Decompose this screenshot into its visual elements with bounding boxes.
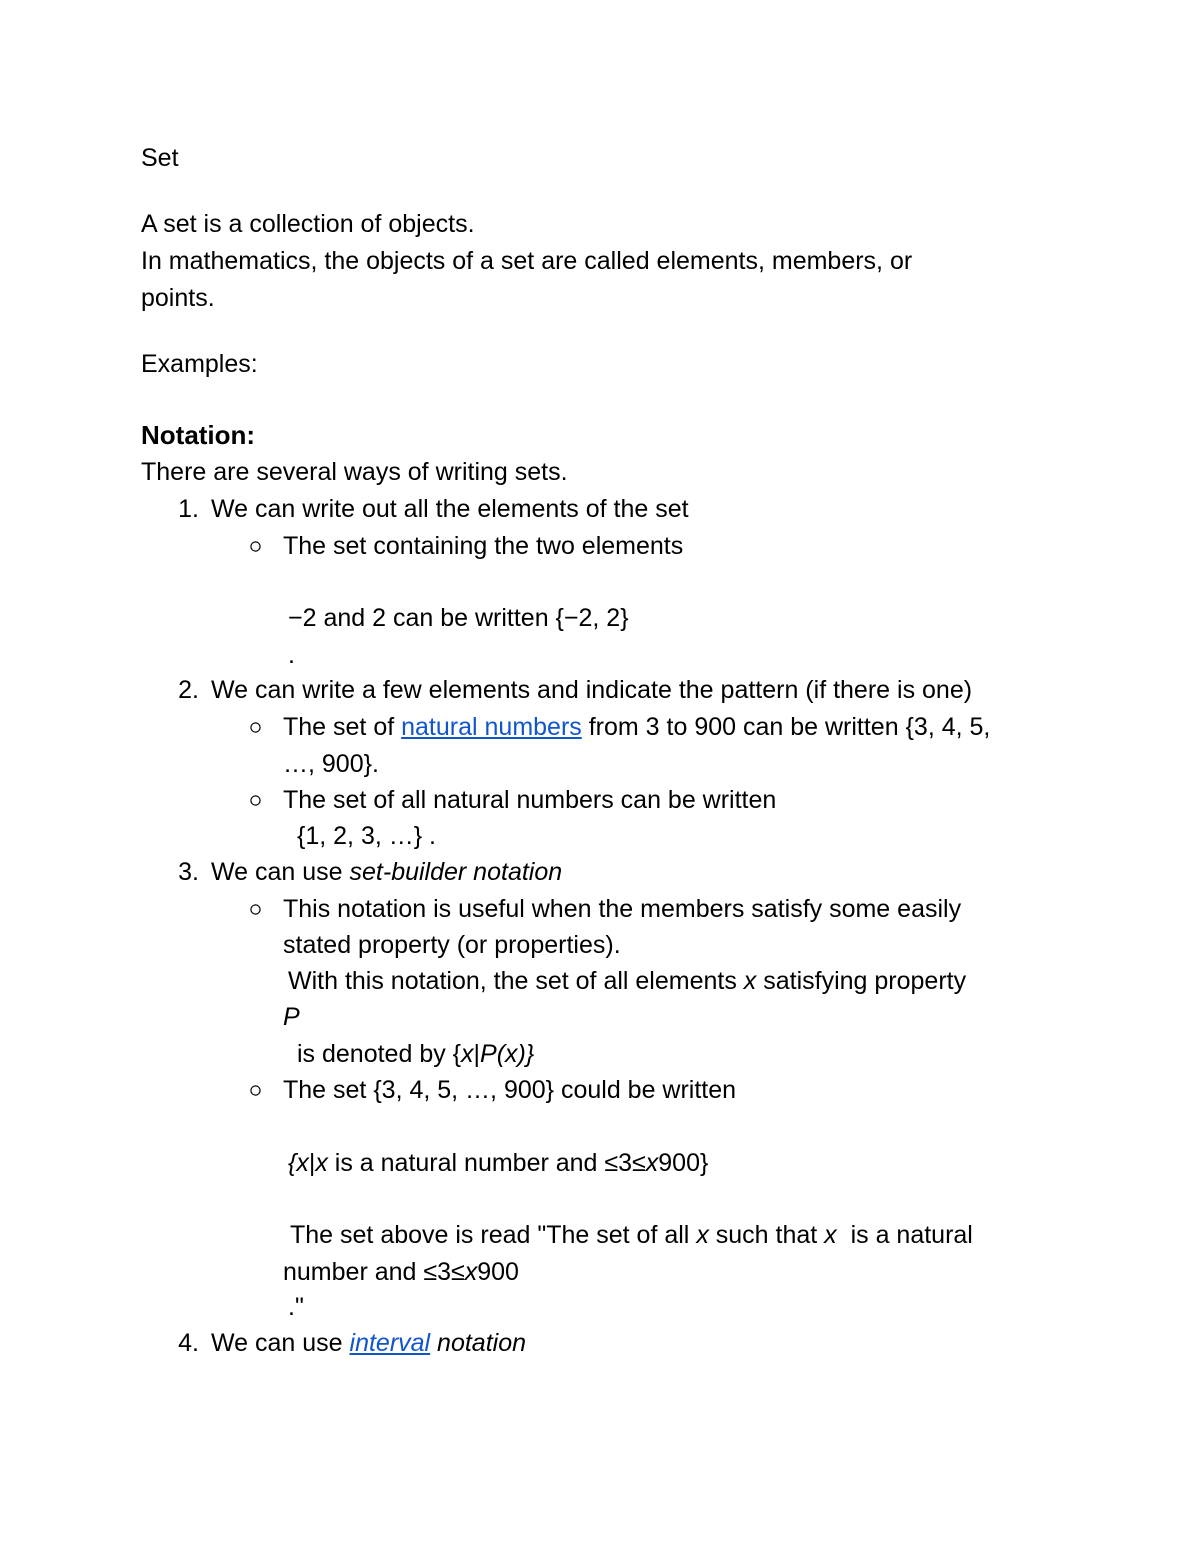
item-2-bullet-1-line-1 xyxy=(283,712,990,742)
list-item-2-text: We can write a few elements and indicate the pattern (if there is one) xyxy=(211,676,973,704)
natural-numbers-link[interactable]: natural numbers xyxy=(401,713,582,741)
read-b: such that xyxy=(708,1221,825,1249)
line5-x: x xyxy=(461,1040,474,1068)
line5-p: P(x)} xyxy=(480,1040,535,1068)
notation-lead: There are several ways of writing sets. xyxy=(141,458,568,486)
list-item-1-text: We can write out all the elements of the set xyxy=(211,495,689,523)
read-line-3: ." xyxy=(288,1293,304,1321)
item-3-emphasis: set-builder notation xyxy=(349,858,563,886)
formula-x3: x xyxy=(645,1149,659,1177)
item-1-bullet-1-line-2: −2 and 2 can be written {−2, 2} xyxy=(288,604,629,632)
list-item-4-text xyxy=(211,1328,526,1358)
line5-bar: | xyxy=(473,1040,481,1068)
intro-line-3: points. xyxy=(141,284,215,312)
read-a: The set above is read "The set of all xyxy=(290,1221,697,1249)
item-2-bullet-1-line-2: …, 900}. xyxy=(283,750,379,778)
formula-x2: x xyxy=(315,1149,328,1177)
list-number-1: 1. xyxy=(178,495,199,523)
read2-x: x xyxy=(464,1258,478,1286)
examples-label: Examples: xyxy=(141,350,258,378)
variable-x: x xyxy=(743,967,757,995)
item-2-bullet-1-post: from 3 to 900 can be written {3, 4, 5, xyxy=(581,713,991,741)
hollow-circle-bullet-icon xyxy=(249,721,262,734)
read2-b: 900 xyxy=(477,1258,519,1286)
variable-p: P xyxy=(283,1003,300,1031)
read-line-1 xyxy=(290,1220,973,1250)
item-1-bullet-1-line-3: . xyxy=(288,641,295,669)
hollow-circle-bullet-icon xyxy=(249,1084,262,1097)
line5-pre: is denoted by { xyxy=(297,1040,462,1068)
item-3-bullet-1-line-2: stated property (or properties). xyxy=(283,931,621,959)
read2-a: number and ≤3≤ xyxy=(283,1258,465,1286)
item-3-bullet-2-line-1: The set {3, 4, 5, …, 900} could be written xyxy=(283,1076,737,1104)
notation-heading: Notation: xyxy=(141,420,256,450)
formula-end: 900} xyxy=(658,1149,709,1177)
read-x1: x xyxy=(696,1221,709,1249)
item-1-bullet-1-line-1: The set containing the two elements xyxy=(283,532,684,560)
read-line-2 xyxy=(283,1257,519,1287)
hollow-circle-bullet-icon xyxy=(249,794,262,807)
read-c: is a natural xyxy=(836,1221,973,1249)
item-3-pre: We can use xyxy=(211,858,350,886)
item-2-bullet-1-pre: The set of xyxy=(283,713,402,741)
formula-mid: is a natural number and ≤3≤ xyxy=(327,1149,646,1177)
intro-line-1: A set is a collection of objects. xyxy=(141,210,475,238)
list-number-4: 4. xyxy=(178,1329,199,1357)
list-item-3-text xyxy=(211,857,562,887)
hollow-circle-bullet-icon xyxy=(249,903,262,916)
list-number-2: 2. xyxy=(178,676,199,704)
line3-post: satisfying property xyxy=(756,967,967,995)
item-3-bullet-1-line-3 xyxy=(288,966,966,996)
page-title: Set xyxy=(141,144,179,172)
formula-x1: x xyxy=(296,1149,309,1177)
list-number-3: 3. xyxy=(178,858,199,886)
formula-open: { xyxy=(288,1149,297,1177)
item-2-bullet-2-line-2: {1, 2, 3, …} . xyxy=(297,822,436,850)
intro-line-2: In mathematics, the objects of a set are called elements, members, or xyxy=(141,247,913,275)
item-3-bullet-1-line-1: This notation is useful when the members satisfy some easily xyxy=(283,895,962,923)
item-2-bullet-2-line-1: The set of all natural numbers can be written xyxy=(283,786,777,814)
formula-bar: | xyxy=(308,1149,316,1177)
line3-pre: With this notation, the set of all elements xyxy=(288,967,744,995)
item-4-post: notation xyxy=(430,1329,527,1357)
item-4-pre: We can use xyxy=(211,1329,350,1357)
set-builder-formula xyxy=(288,1148,708,1178)
read-x2: x xyxy=(824,1221,837,1249)
item-3-bullet-1-line-5 xyxy=(297,1039,534,1069)
hollow-circle-bullet-icon xyxy=(249,540,262,553)
interval-link[interactable]: interval xyxy=(349,1329,431,1357)
